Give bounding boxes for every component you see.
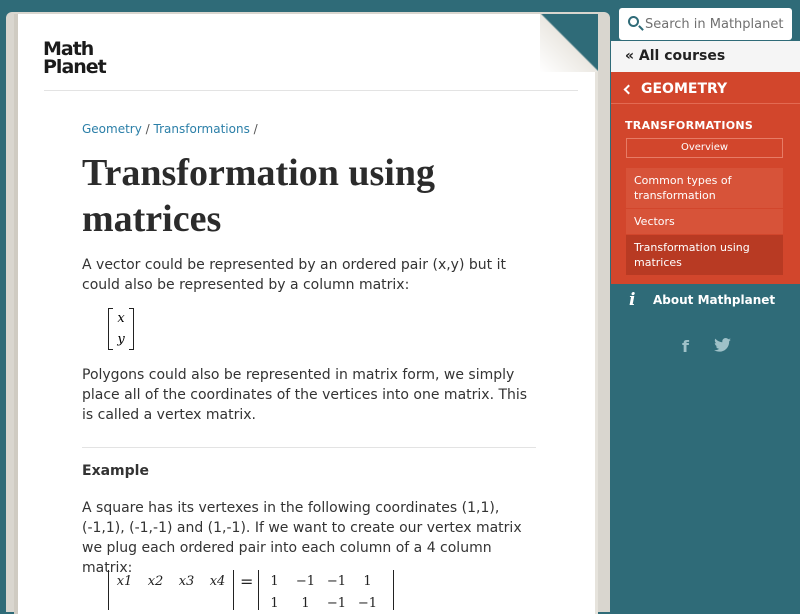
section-heading: TRANSFORMATIONS	[625, 119, 754, 132]
breadcrumb	[82, 122, 258, 136]
sidebar-item-common-types[interactable]: Common types of transformation	[626, 168, 783, 208]
search-icon[interactable]	[628, 16, 639, 27]
column-matrix	[108, 308, 134, 350]
breadcrumb-geometry[interactable]: Geometry	[82, 122, 142, 136]
matrix-value: 1	[270, 573, 279, 589]
breadcrumb-separator: /	[253, 122, 258, 136]
matrix-value: −1	[357, 595, 378, 611]
overview-link[interactable]: Overview	[626, 138, 783, 158]
logo-line-2: Planet	[43, 56, 106, 78]
all-courses-link[interactable]: « All courses	[611, 41, 800, 72]
search-box[interactable]	[619, 8, 792, 40]
paragraph-polygons: Polygons could also be represented in matrix form, we simply place all of the coordinates of the vertices into one matrix. This is called a vertex matrix.	[82, 367, 528, 423]
matrix-value: −1	[295, 573, 316, 589]
sidebar-item-vectors[interactable]: Vectors	[626, 209, 783, 234]
breadcrumb-separator: /	[145, 122, 150, 136]
matrix-label: x2	[147, 573, 164, 589]
matrix-value: 1	[301, 595, 310, 611]
sidebar-item-transformation-using-matrices[interactable]: Transformation using matrices	[626, 235, 783, 275]
vertex-value-matrix	[258, 570, 394, 610]
course-geometry-link[interactable]	[611, 74, 800, 104]
matrix-value: −1	[326, 595, 347, 611]
header-divider	[44, 90, 578, 91]
search-input[interactable]	[645, 14, 785, 34]
info-icon: i	[629, 290, 636, 310]
matrix-label: x4	[209, 573, 226, 589]
matrix-label: x1	[116, 573, 133, 589]
matrix-label: x3	[178, 573, 195, 589]
equals-sign: =	[240, 572, 254, 591]
page-title: Transformation using matrices	[82, 152, 435, 240]
breadcrumb-transformations[interactable]: Transformations	[153, 122, 250, 136]
matrix-cell-x: x	[117, 311, 125, 326]
about-mathplanet-link[interactable]: About Mathplanet	[653, 293, 776, 307]
matrix-value: 1	[363, 573, 372, 589]
paragraph-vector: A vector could be represented by an ordered pair (x,y) but it could also be represented by a column matrix:	[82, 257, 506, 293]
mathplanet-logo[interactable]	[43, 40, 106, 76]
twitter-icon[interactable]	[714, 338, 731, 356]
page-curl	[540, 14, 598, 72]
matrix-value: −1	[326, 573, 347, 589]
example-heading: Example	[82, 463, 149, 479]
vertex-label-matrix	[108, 570, 234, 610]
matrix-value: 1	[270, 595, 279, 611]
logo-line-1: Math	[43, 38, 94, 60]
paragraph-square: A square has its vertexes in the following coordinates (1,1), (-1,1), (-1,-1) and (1,-1). If we want to create our vertex matrix we plug each ordered pair into each column of a 4 column matrix:	[82, 500, 522, 576]
section-divider	[82, 447, 536, 448]
course-label: GEOMETRY	[641, 81, 728, 97]
matrix-cell-y: y	[117, 332, 125, 347]
chevron-left-icon	[624, 85, 634, 95]
facebook-icon[interactable]: f	[682, 337, 689, 356]
